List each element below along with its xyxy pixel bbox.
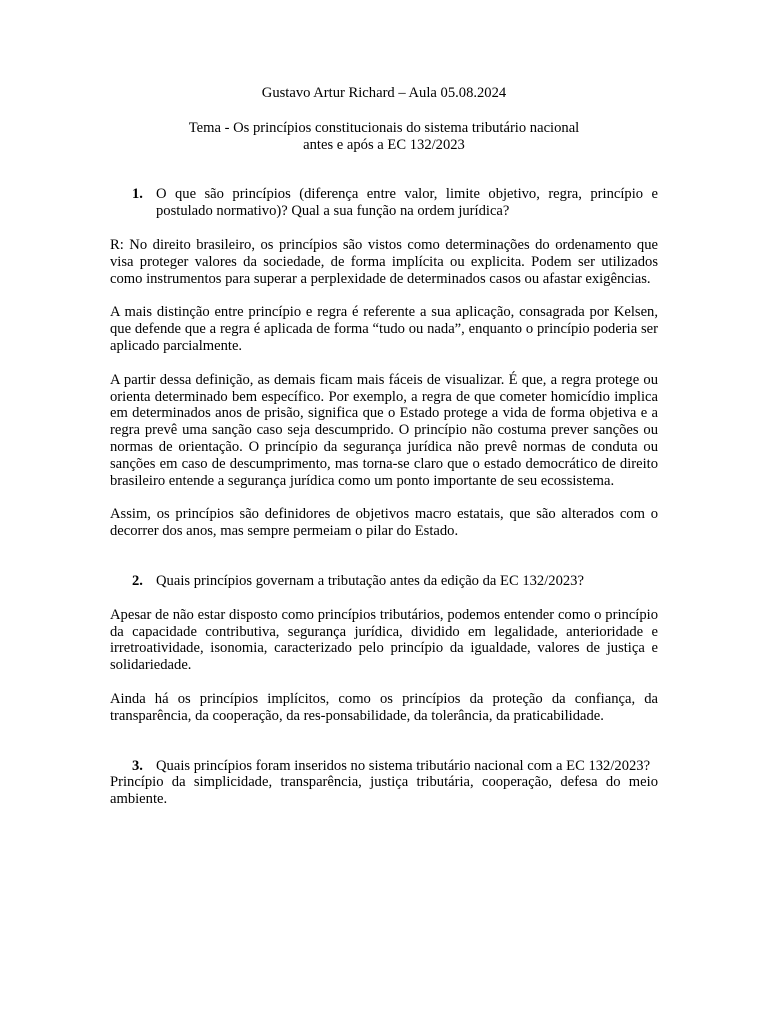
answer-paragraph: A partir dessa definição, as demais ficam mais fáceis de visualizar. É que, a regra protege ou orienta determinado bem específico. Por exemplo, a regra de que cometer homicídio implica em determinados anos de prisão, significa que o Estado protege a vida de forma objetiva e a regra prevê uma sanção caso seja descumprido. O princípio não costuma prever sanções ou normas de orientação. O princípio da segurança jurídica não prevê normas de conduta ou sanções em caso de descumprimento, mas torna-se claro que o estado democrático de direito brasileiro entende a segurança jurídica como um ponto importante de seu ecossistema. xyxy=(110,371,658,489)
question-number: 1. xyxy=(132,186,143,203)
document-page xyxy=(110,85,658,808)
question-text: Quais princípios foram inseridos no sistema tributário nacional com a EC 132/2023? xyxy=(156,757,651,774)
answer-paragraph: R: No direito brasileiro, os princípios são vistos como determinações do ordenamento que visa proteger valores da sociedade, de forma implícita ou explicita. Podem ser utilizados como instrumentos para superar a perplexidade de determinados casos ou afastar exigências. xyxy=(110,236,658,287)
answer-paragraph: Princípio da simplicidade, transparência, justiça tributária, cooperação, defesa do meio ambiente. xyxy=(110,774,658,808)
question-text: O que são princípios (diferença entre valor, limite objetivo, regra, princípio e postulado normativo)? Qual a sua função na ordem jurídica? xyxy=(156,186,658,220)
theme-line-1: Tema - Os princípios constitucionais do sistema tributário nacional xyxy=(188,119,580,136)
author-date-line: Gustavo Artur Richard – Aula 05.08.2024 xyxy=(261,85,507,101)
question-text: Quais princípios governam a tributação antes da edição da EC 132/2023? xyxy=(156,572,584,589)
question-2 xyxy=(110,573,658,590)
question-3 xyxy=(110,758,658,775)
question-1 xyxy=(110,186,658,220)
theme-block xyxy=(110,120,658,154)
answer-paragraph: Ainda há os princípios implícitos, como os princípios da proteção da confiança, da transparência, da cooperação, da res-ponsabilidade, da tolerância, da praticabilidade. xyxy=(110,690,658,724)
theme-line-2: antes e após a EC 132/2023 xyxy=(303,136,465,153)
answer-paragraph: Apesar de não estar disposto como princípios tributários, podemos entender como o princípio da capacidade contributiva, segurança jurídica, dividido em legalidade, anterioridade e irretroatividade, isonomia, caracterizado pelo princípio da igualdade, valores de justiça e solidariedade. xyxy=(110,606,658,674)
answer-paragraph: A mais distinção entre princípio e regra é referente a sua aplicação, consagrada por Kelsen, que defende que a regra é aplicada de forma “tudo ou nada”, enquanto o princípio poderia ser aplicado parcialmente. xyxy=(110,304,658,354)
question-number: 2. xyxy=(132,572,143,589)
question-number: 3. xyxy=(132,757,143,774)
answer-paragraph: Assim, os princípios são definidores de objetivos macro estatais, que são alterados com o decorrer dos anos, mas sempre permeiam o pilar do Estado. xyxy=(110,506,658,540)
